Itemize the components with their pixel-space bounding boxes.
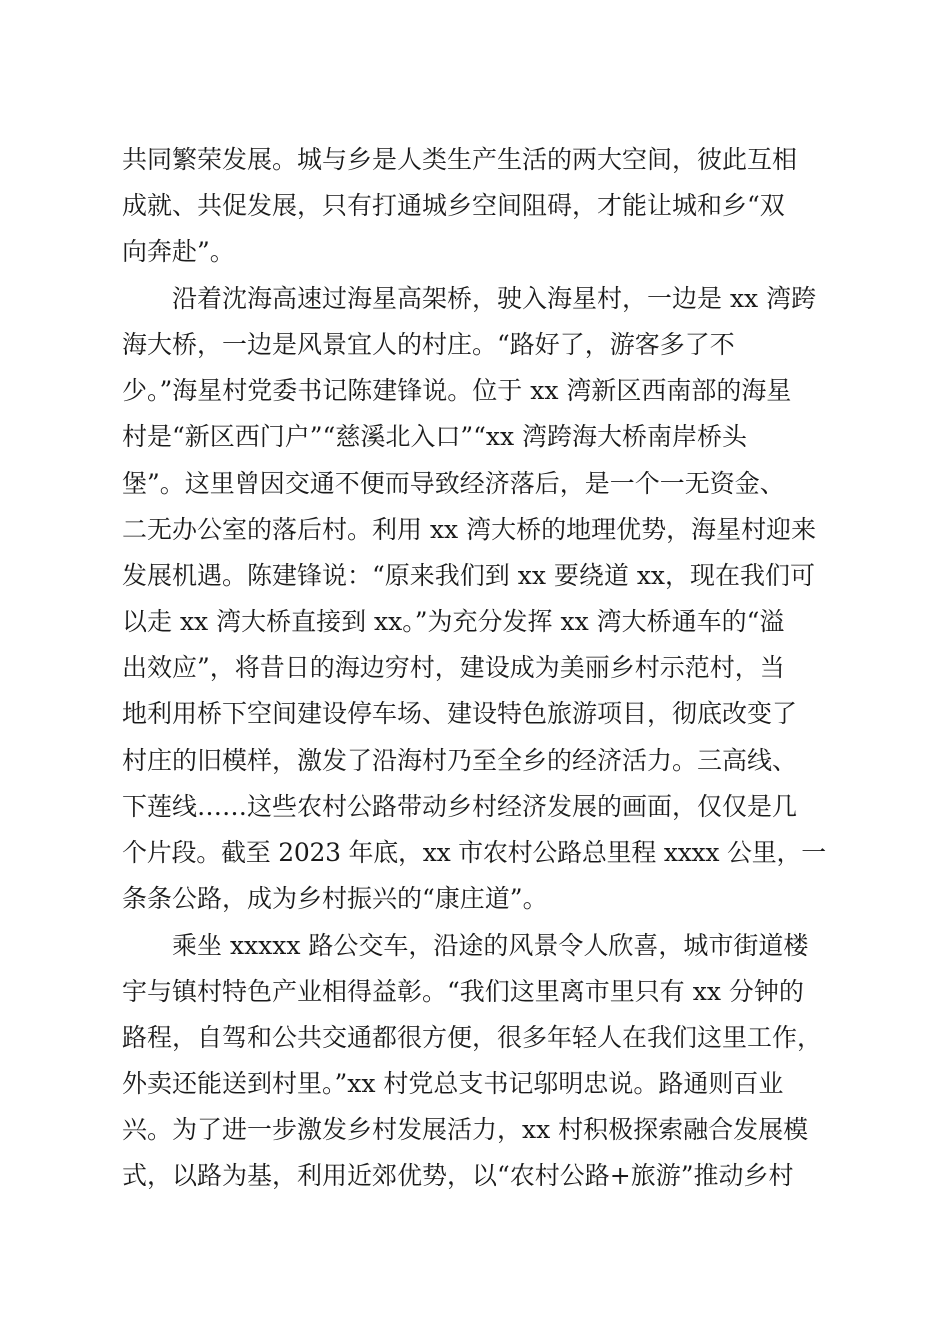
paragraph-3-line-2: 宇与镇村特色产业相得益彰。“我们这里离市里只有 xx 分钟的 (122, 977, 804, 1006)
paragraph-2-line-5: 堡”。这里曾因交通不便而导致经济落后，是一个一无资金、 (122, 469, 785, 498)
paragraph-3-line-6: 式，以路为基，利用近郊优势，以“农村公路+旅游”推动乡村 (122, 1161, 794, 1190)
paragraph-2-line-9: 出效应”，将昔日的海边穷村，建设成为美丽乡村示范村，当 (122, 653, 785, 682)
paragraph-3-line-5: 兴。为了进一步激发乡村发展活力，xx 村积极探索融合发展模 (122, 1115, 809, 1144)
paragraph-2-line-14: 条条公路，成为乡村振兴的“康庄道”。 (122, 884, 548, 913)
paragraph-2-line-13: 个片段。截至 2023 年底，xx 市农村公路总里程 xxxx 公里，一 (122, 838, 826, 867)
paragraph-3-line-3: 路程，自驾和公共交通都很方便，很多年轻人在我们这里工作， (122, 1023, 823, 1052)
paragraph-2-line-7: 发展机遇。陈建锋说：“原来我们到 xx 要绕道 xx，现在我们可 (122, 561, 816, 590)
paragraph-3-line-1: 乘坐 xxxxx 路公交车，沿途的风景令人欣喜，城市街道楼 (172, 931, 809, 960)
paragraph-2-line-12: 下莲线……这些农村公路带动乡村经济发展的画面，仅仅是几 (122, 792, 798, 821)
paragraph-2-line-3: 少。”海星村党委书记陈建锋说。位于 xx 湾新区西南部的海星 (122, 376, 792, 405)
paragraph-3-line-4: 外卖还能送到村里。”xx 村党总支书记邬明忠说。路通则百业 (122, 1069, 784, 1098)
paragraph-2-line-4: 村是“新区西门户”“慈溪北入口”“xx 湾跨海大桥南岸桥头 (122, 422, 748, 451)
paragraph-1-line-3: 向奔赴”。 (122, 237, 235, 266)
paragraph-2-line-10: 地利用桥下空间建设停车场、建设特色旅游项目，彻底改变了 (122, 699, 798, 728)
paragraph-2-line-6: 二无办公室的落后村。利用 xx 湾大桥的地理优势，海星村迎来 (122, 515, 817, 544)
paragraph-2-line-2: 海大桥，一边是风景宜人的村庄。“路好了，游客多了不 (122, 330, 735, 359)
paragraph-2-line-11: 村庄的旧模样，激发了沿海村乃至全乡的经济活力。三高线、 (122, 746, 798, 775)
paragraph-2-line-8: 以走 xx 湾大桥直接到 xx。”为充分发挥 xx 湾大桥通车的“溢 (122, 607, 785, 636)
paragraph-2-line-1: 沿着沈海高速过海星高架桥，驶入海星村，一边是 xx 湾跨 (172, 284, 817, 313)
paragraph-1-line-2: 成就、共促发展，只有打通城乡空间阻碍，才能让城和乡“双 (122, 191, 785, 220)
paragraph-1-line-1: 共同繁荣发展。城与乡是人类生产生活的两大空间，彼此互相 (122, 145, 798, 174)
